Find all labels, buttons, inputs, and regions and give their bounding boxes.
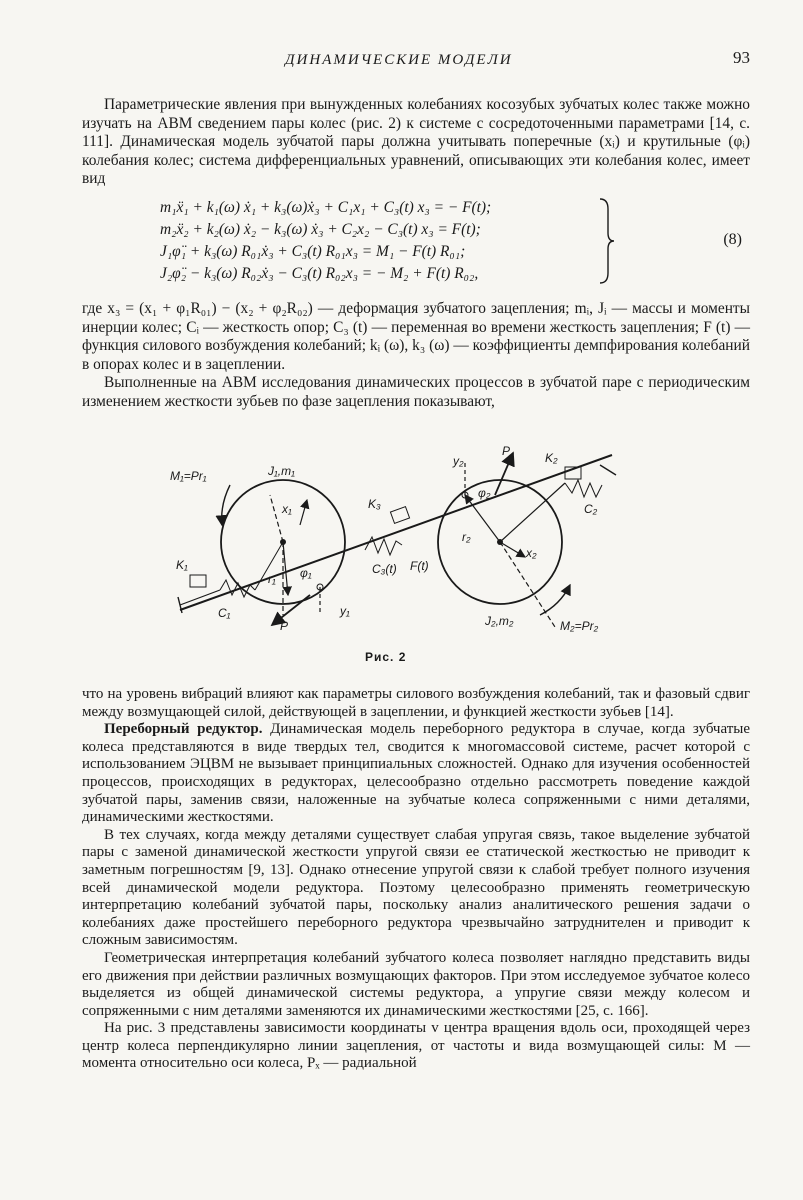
equation-line-4: J₂φ̈₂ − k₃(ω) R₀₂ẋ₃ − C₃(t) R₀₂x₃ = − M₂ + F(t) R₀₂, — [160, 265, 479, 282]
reducer-heading: Переборный редуктор. — [104, 721, 263, 738]
label-phi1: φ₁ — [300, 566, 312, 580]
label-m2: M₂=Pr₂ — [560, 619, 599, 633]
page-number: 93 — [733, 48, 750, 67]
force-arrow-bottom — [272, 595, 310, 625]
label-f: F(t) — [410, 559, 429, 573]
label-p-bottom: P — [280, 619, 289, 633]
equation-lines — [160, 197, 491, 285]
equation-line-2: m₂ẍ₂ + k₂(ω) ẋ₂ − k₃(ω) ẋ₃ + C₂x₂ − C₃(t) x₃ = F(t); — [160, 221, 481, 238]
label-c2: C₂ — [584, 502, 598, 516]
intro-paragraph: Параметрические явления при вынужденных колебаниях косозубых зубчатых колес также можно изучать на АВМ сведением пары колес (рис. 2) к системе с сосредоточенными параметрами [14, с. 111]. Динамическая модель зубчатой пары должна учитывать поперечные (xᵢ) и крутильные (φᵢ) колебания колес; система дифференциальных уравнений, описывающих эти колебания колес, имеет вид — [82, 96, 750, 188]
label-j2: J₂,m₂ — [485, 614, 514, 628]
weak-link-paragraph: В тех случаях, когда между деталями существует слабая упругая связь, такое выделение зубчатой пары с заменой динамической жесткости упругой связи ее статической жесткостью не приводит к заметным погрешностям [9, 13]. Однако отнесение упругой связи к слабой требует полного изучения всей динамической модели редуктора. Поэтому целесообразно применять геометрическую интерпретацию колебаний зубчатой пары, поскольку анализ аналитического решения задачи о колебаниях даже простейшего переборного редуктора чрезвычайно затруднителен и приводит к сложным зависимостям. — [82, 826, 750, 949]
explanation-text — [82, 300, 750, 412]
force-arrow-top — [495, 453, 513, 495]
label-m1: M₁=Pr₁ — [170, 469, 207, 483]
reducer-paragraph-wrap — [82, 721, 750, 827]
figure-caption: Рис. 2 — [365, 650, 407, 664]
intro-text — [82, 96, 750, 189]
label-k2: K₂ — [545, 451, 558, 465]
label-y1: y₁ — [340, 604, 350, 618]
page-header — [80, 48, 750, 74]
label-r2: r₂ — [462, 530, 471, 544]
equation-system — [160, 197, 750, 285]
label-y2: y₂ — [453, 454, 464, 468]
fig3-paragraph: На рис. 3 представлены зависимости координаты v центра вращения вдоль оси, проходящей через центр колеса перпендикулярно линии зацепления, от частоты и вида возмущающей силы: M — момента относительно оси колеса, Pₓ — радиальной — [82, 1020, 750, 1072]
equation-line-3: J₁φ̈₁ + k₃(ω) R₀₁ẋ₃ + C₃(t) R₀₁x₃ = M₁ − F(t) R₀₁; — [160, 243, 466, 260]
equation-number: (8) — [723, 231, 742, 248]
main-text — [82, 686, 750, 1073]
label-x1: x₁ — [282, 502, 292, 516]
label-phi2: φ₂ — [478, 486, 491, 500]
geometric-paragraph: Геометрическая интерпретация колебаний зубчатого колеса позволяет наглядно представить виды его движения при действии различных возмущающих факторов. При этом исследуемое зубчатое колесо выделяется из общей динамической системы редуктора, а упругие связи между колесом и сопряженными с ним деталями заменяются их динамическими жесткостями [25, с. 166]. — [82, 949, 750, 1019]
abm-paragraph: Выполненные на АВМ исследования динамических процессов в зубчатой паре с периодическим изменением жесткости зубьев по фазе зацепления показывают, — [82, 374, 750, 410]
line-of-action — [180, 455, 612, 610]
label-c1: C₁ — [218, 606, 231, 620]
equation-line-1: m₁ẍ₁ + k₁(ω) ẋ₁ + k₃(ω)ẋ₃ + C₁x₁ + C₃(t) x₃ = − F(t); — [160, 199, 492, 216]
label-k1: K₁ — [176, 558, 188, 572]
reducer-paragraph: Динамическая модель переборного редуктора в случае, когда зубчатые колеса представляются в виде твердых тел, сводится к многомассовой системе, расчет которой с использованием ЭЦВМ не вызывает принципиальных сложностей. Однако для изучения особенностей процессов, происходящих в редукторах, целесообразно отдельно рассмотреть поведение каждой зубчатой пары, заменив связи, наложенные на зубчатые колеса сопряженными с ними деталями, динамическими жесткостями. — [82, 721, 751, 826]
equation-brace — [596, 197, 616, 285]
label-j1: J₁,m₁ — [268, 464, 295, 478]
where-paragraph: где x₃ = (x₁ + φ₁R₀₁) − (x₂ + φ₂R₀₂) — деформация зубчатого зацепления; mᵢ, Jᵢ — массы и моменты инерции колес; Cᵢ — жесткость опор; C₃ (t) — переменная во времени жесткость зацепления; F (t) — функция силового возбуждения колебаний; kᵢ (ω), k₃ (ω) — коэффициенты демпфирования колебаний в опорах колес и в зацеплении. — [82, 300, 750, 373]
running-head: ДИНАМИЧЕСКИЕ МОДЕЛИ — [285, 52, 513, 68]
label-c3: C₃(t) — [372, 562, 397, 576]
support-2 — [500, 465, 616, 542]
label-x2: x₂ — [526, 546, 537, 560]
label-k3: K₃ — [368, 497, 381, 511]
continuation-paragraph: что на уровень вибраций влияют как параметры силового возбуждения колебаний, так и фазовый сдвиг между возмущающей силой, действующей в зацеплении, и функцией жесткости зубьев [14]. — [82, 686, 750, 720]
label-p-top: P — [502, 445, 511, 458]
gear-pair-diagram — [160, 445, 650, 655]
label-r1: r₁ — [268, 572, 276, 586]
